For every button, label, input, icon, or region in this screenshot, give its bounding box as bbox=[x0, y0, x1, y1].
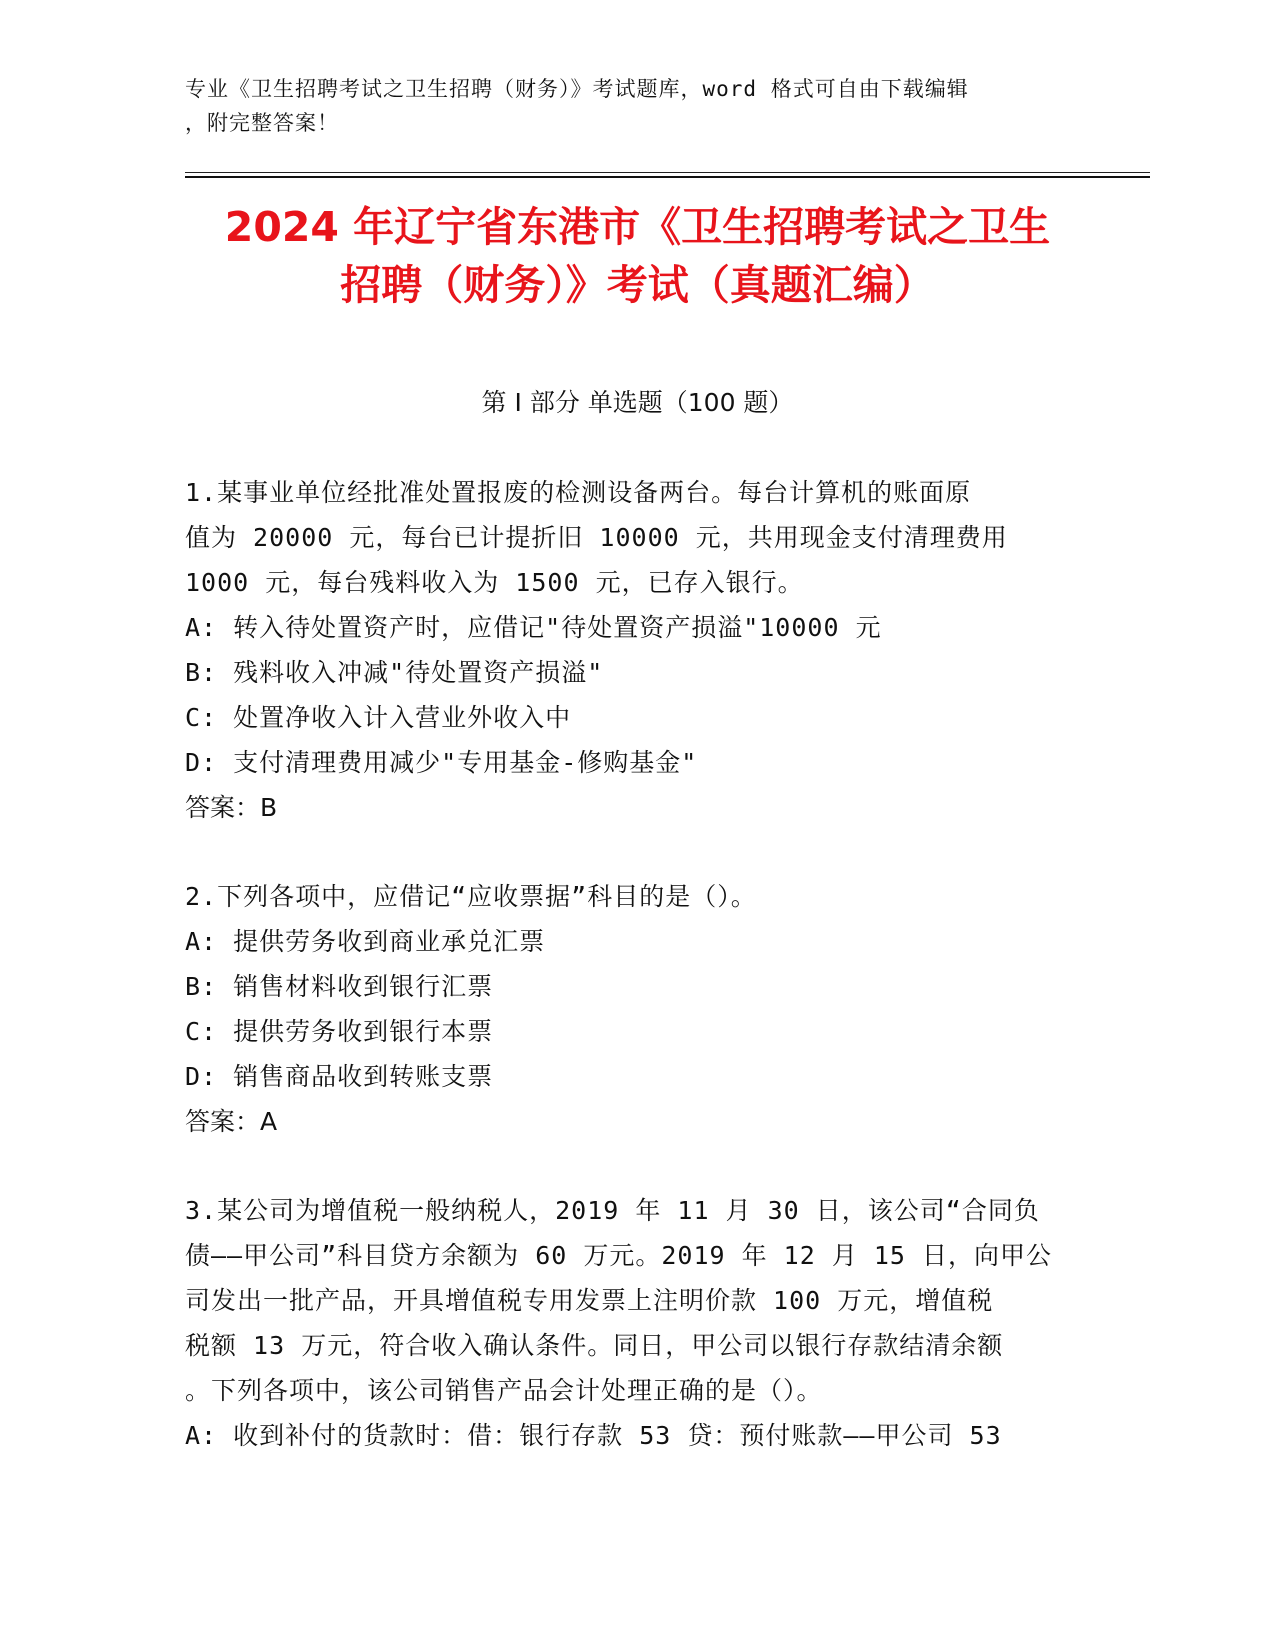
question-list bbox=[185, 470, 1085, 1502]
section-heading: 第 I 部分 单选题（100 题） bbox=[481, 388, 794, 417]
question-2-stem-line-1: 2.下列各项中，应借记“应收票据”科目的是（）。 bbox=[185, 882, 757, 911]
question-1-option-c: C: 处置净收入计入营业外收入中 bbox=[185, 703, 572, 732]
question-3-stem-line-2: 债——甲公司”科目贷方余额为 60 万元。2019 年 12 月 15 日，向甲公 bbox=[185, 1241, 1053, 1270]
header-note bbox=[185, 72, 1085, 140]
question-1 bbox=[185, 470, 1085, 830]
document-title-line-1: 2024 年辽宁省东港市《卫生招聘考试之卫生 bbox=[224, 203, 1051, 251]
header-note-line-1: 专业《卫生招聘考试之卫生招聘（财务）》考试题库，word 格式可自由下载编辑 bbox=[185, 77, 969, 101]
header-divider-thick bbox=[185, 176, 1150, 178]
header-note-line-2: ，附完整答案！ bbox=[185, 111, 339, 135]
question-2-option-c: C: 提供劳务收到银行本票 bbox=[185, 1017, 494, 1046]
question-2-option-d: D: 销售商品收到转账支票 bbox=[185, 1062, 494, 1091]
question-3-stem-line-5: 。下列各项中，该公司销售产品会计处理正确的是（）。 bbox=[185, 1376, 823, 1405]
question-1-stem-line-2: 值为 20000 元，每台已计提折旧 10000 元，共用现金支付清理费用 bbox=[185, 523, 1008, 552]
question-2-answer: 答案：A bbox=[185, 1107, 278, 1136]
question-1-option-a: A: 转入待处置资产时，应借记"待处置资产损溢"10000 元 bbox=[185, 613, 882, 642]
question-1-answer: 答案：B bbox=[185, 793, 278, 822]
question-2-option-a: A: 提供劳务收到商业承兑汇票 bbox=[185, 927, 546, 956]
question-3-stem-line-3: 司发出一批产品，开具增值税专用发票上注明价款 100 万元，增值税 bbox=[185, 1286, 994, 1315]
question-2 bbox=[185, 874, 1085, 1144]
question-1-option-b: B: 残料收入冲减"待处置资产损溢" bbox=[185, 658, 604, 687]
document-title bbox=[150, 198, 1125, 314]
question-3 bbox=[185, 1188, 1085, 1458]
question-3-option-a: A: 收到补付的货款时：借：银行存款 53 贷：预付账款——甲公司 53 bbox=[185, 1421, 1002, 1450]
question-1-stem-line-3: 1000 元，每台残料收入为 1500 元，已存入银行。 bbox=[185, 568, 804, 597]
question-3-stem-line-1: 3.某公司为增值税一般纳税人，2019 年 11 月 30 日，该公司“合同负 bbox=[185, 1196, 1040, 1225]
question-1-option-d: D: 支付清理费用减少"专用基金-修购基金" bbox=[185, 748, 698, 777]
question-1-stem-line-1: 1.某事业单位经批准处置报废的检测设备两台。每台计算机的账面原 bbox=[185, 478, 972, 507]
header-divider-thin bbox=[185, 172, 1150, 173]
question-3-stem-line-4: 税额 13 万元，符合收入确认条件。同日，甲公司以银行存款结清余额 bbox=[185, 1331, 1004, 1360]
document-title-line-2: 招聘（财务）》考试（真题汇编） bbox=[340, 261, 935, 309]
question-2-option-b: B: 销售材料收到银行汇票 bbox=[185, 972, 494, 1001]
